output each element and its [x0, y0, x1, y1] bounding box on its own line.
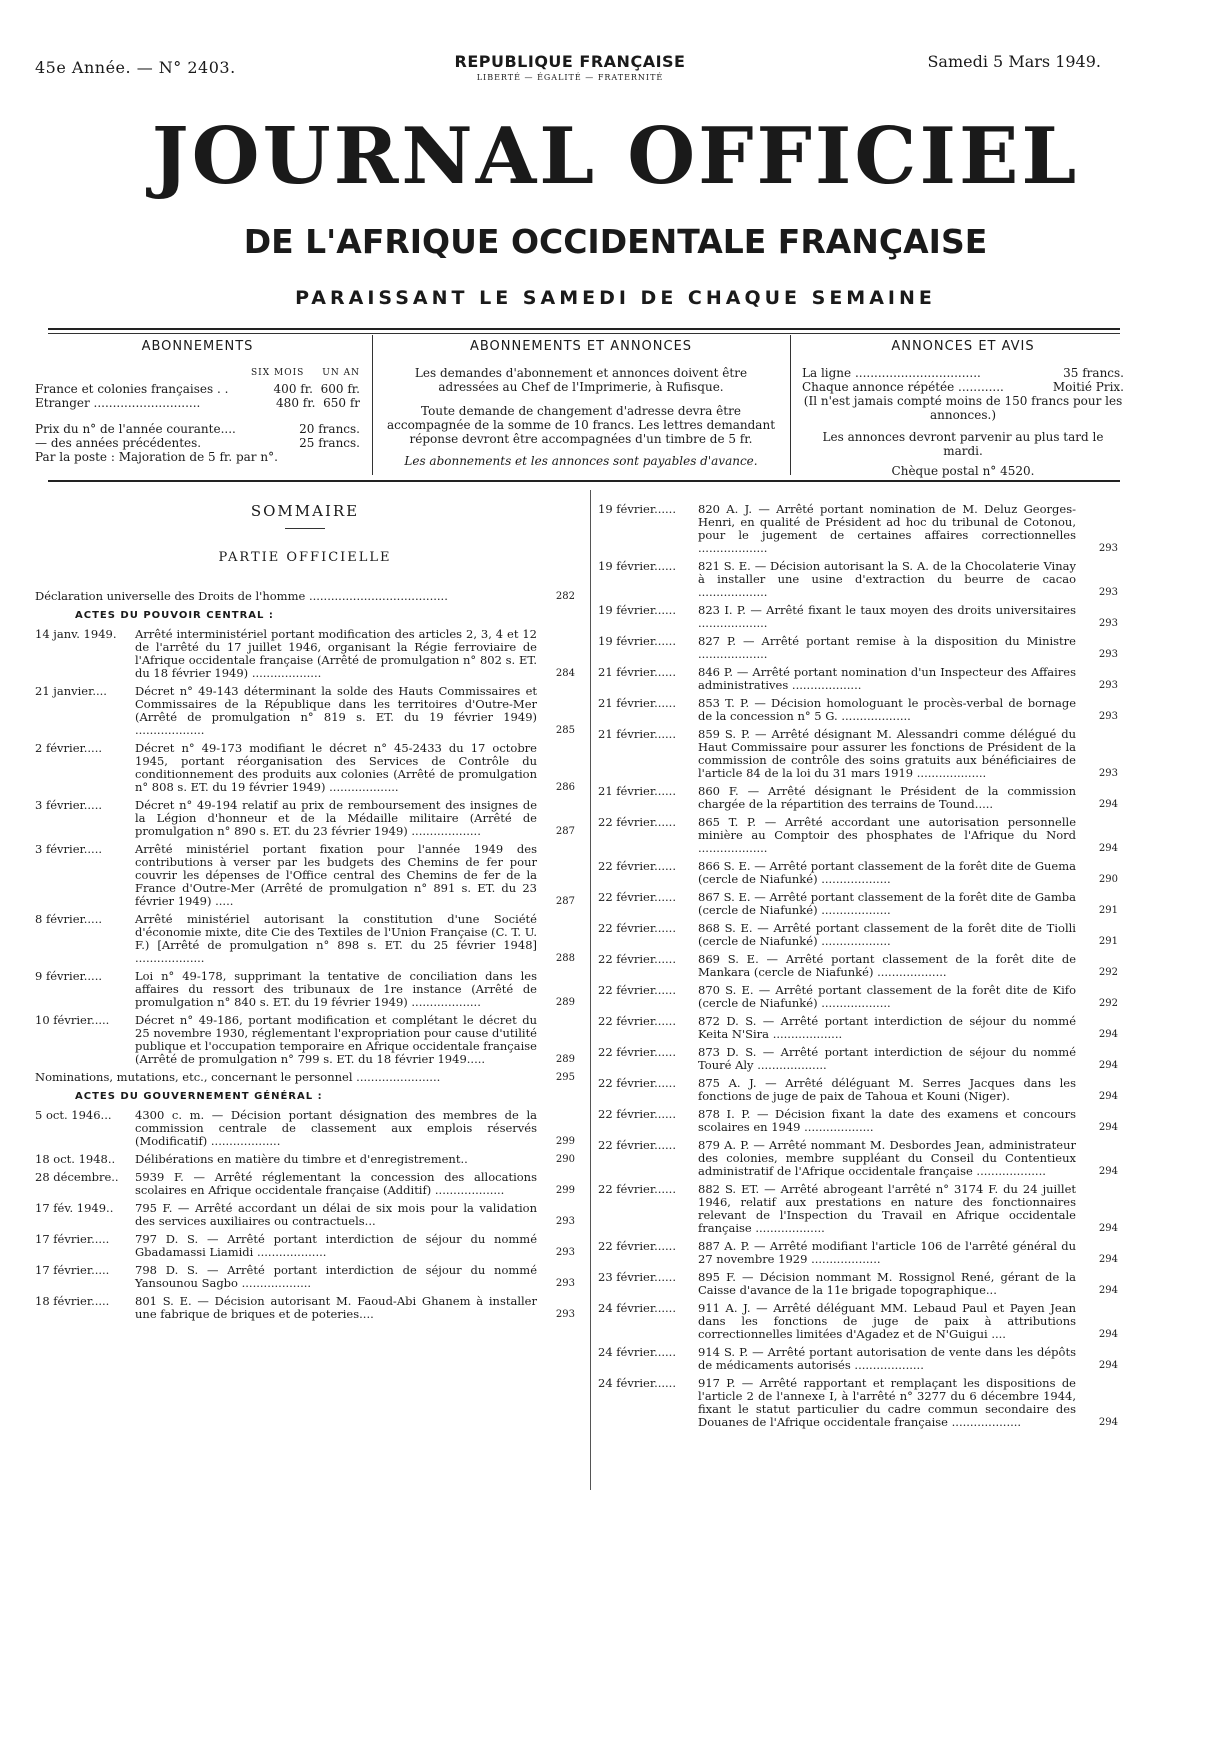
entry-title: 917 P. — Arrêté rapportant et remplaçant les dispositions de l'article 2 de l'annexe I, à l'arrêté n° 3277 du 6 décembre 1944, fixant le statut particulier du cadre commun secondaire des Douanes de l'Afrique occidentale française ...................: [698, 1376, 1076, 1429]
entry-page: 293: [555, 1216, 575, 1227]
toc-entry: [598, 1183, 1118, 1235]
republic-motto: LIBERTÉ — ÉGALITÉ — FRATERNITÉ: [476, 73, 664, 82]
toc-entry: [598, 785, 1118, 811]
entry-date: 22 février......: [598, 859, 676, 873]
issue-date: Samedi 5 Mars 1949.: [927, 52, 1101, 71]
toc-entry: [598, 560, 1118, 599]
rate-etranger-label: Etranger ............................: [35, 396, 201, 410]
toc-entry: [598, 1077, 1118, 1103]
col-six-mois: SIX MOIS: [250, 368, 305, 378]
toc-entry: [598, 1302, 1118, 1341]
entry-page: 291: [1098, 936, 1118, 947]
divider-2: [790, 335, 791, 475]
entry-title: Décret n° 49-186, portant modification et complétant le décret du 25 novembre 1930, réglementant l'expropriation pour cause d'utilité publique et l'occupation temporaire en Afrique occidentale française (Arrêté de promulgation n° 799 s. ET. du 18 février 1949.....: [135, 1013, 537, 1066]
annonces-avis-heading: ANNONCES ET AVIS: [891, 339, 1035, 354]
entry-date: 2 février.....: [35, 741, 103, 755]
entry-page: 293: [1098, 587, 1118, 598]
entry-title: 821 S. E. — Décision autorisant la S. A. de la Chocolaterie Vinay à installer une usine d'extraction du beurre de cacao ...................: [698, 559, 1076, 599]
entry-title: 5939 F. — Arrêté réglementant la concession des allocations scolaires en Afrique occidentale française (Additif) ...................: [135, 1170, 537, 1197]
entry-page: 294: [1098, 1254, 1118, 1265]
toc-entry: [598, 891, 1118, 917]
entry-title: Décret n° 49-143 déterminant la solde des Hauts Commissaires et Commissaires de la République dans les territoires d'Outre-Mer (Arrêté de promulgation n° 819 s. ET. du 19 février 1949) ...................: [135, 684, 537, 737]
toc-entry: [35, 1109, 575, 1148]
entry-page: 287: [555, 896, 575, 907]
entry-title: Arrêté ministériel autorisant la constitution d'une Société d'économie mixte, dite Cie des Textiles de l'Union Française (C. T. U. F.) [Arrêté de promulgation n° 898 s. ET. du 25 février 1948] ...................: [135, 912, 537, 965]
entry-title: 868 S. E. — Arrêté portant classement de la forêt dite de Tiolli (cercle de Niafunké) ...................: [698, 921, 1076, 948]
republic-title: REPUBLIQUE FRANÇAISE: [454, 52, 686, 71]
entry-page: 293: [1098, 680, 1118, 691]
declaration-page: 282: [555, 591, 575, 602]
toc-entry: [35, 1233, 575, 1259]
entry-title: Décret n° 49-173 modifiant le décret n° 45-2433 du 17 octobre 1945, portant réorganisation des Services de Contrôle du conditionnement des produits aux colonies (Arrêté de promulgation n° 808 s. ET. du 19 février 1949) ...................: [135, 741, 537, 794]
toc-entry: [598, 1046, 1118, 1072]
price-current-label: Prix du n° de l'année courante....: [35, 422, 236, 436]
entry-date: 3 février.....: [35, 842, 103, 856]
entry-title: 866 S. E. — Arrêté portant classement de la forêt dite de Guema (cercle de Niafunké) ...................: [698, 859, 1076, 886]
entry-page: 294: [1098, 1122, 1118, 1133]
journal-tagline: PARAISSANT LE SAMEDI DE CHAQUE SEMAINE: [295, 287, 936, 309]
partie-officielle: PARTIE OFFICIELLE: [218, 550, 392, 565]
entry-date: 22 février......: [598, 815, 676, 829]
entry-page: 290: [1098, 874, 1118, 885]
entry-page: 285: [555, 725, 575, 736]
entry-date: 28 décembre..: [35, 1170, 119, 1184]
toc-entry: [35, 970, 575, 1009]
entry-page: 294: [1098, 1029, 1118, 1040]
entry-date: 19 février......: [598, 634, 676, 648]
toc-entry: [35, 843, 575, 908]
entry-title: 859 S. P. — Arrêté désignant M. Alessandri comme délégué du Haut Commissaire pour assurer les fonctions de Président de la commission de contrôle des soins gratuits aux bénéficiaires de l'article 84 de la loi du 31 mars 1919 ...................: [698, 727, 1076, 780]
entry-date: 21 février......: [598, 665, 676, 679]
toc-entry: [35, 1295, 575, 1321]
toc-entry: [598, 697, 1118, 723]
entry-title: 827 P. — Arrêté portant remise à la disposition du Ministre ...................: [698, 634, 1076, 661]
entry-date: 21 janvier....: [35, 684, 107, 698]
entry-page: 291: [1098, 905, 1118, 916]
toc-entry: [598, 728, 1118, 780]
toc-entry: [598, 953, 1118, 979]
entry-date: 19 février......: [598, 603, 676, 617]
entry-date: 5 oct. 1946...: [35, 1108, 112, 1122]
toc-entry: [35, 1014, 575, 1066]
toc-entry: [35, 799, 575, 838]
entry-date: 21 février......: [598, 727, 676, 741]
entry-date: 24 février......: [598, 1301, 676, 1315]
entry-page: 294: [1098, 799, 1118, 810]
entry-page: 289: [555, 1054, 575, 1065]
entry-page: 286: [555, 782, 575, 793]
entry-page: 293: [1098, 649, 1118, 660]
ligne-price: 35 francs.: [1063, 366, 1124, 380]
annonces-payable: Les abonnements et les annonces sont payables d'avance.: [404, 454, 758, 468]
entry-title: 914 S. P. — Arrêté portant autorisation de vente dans les dépôts de médicaments autorisés ...................: [698, 1345, 1076, 1372]
entry-page: 294: [1098, 1329, 1118, 1340]
entry-page: 293: [1098, 711, 1118, 722]
sommaire-left-column: [35, 502, 575, 1326]
entry-title: 798 D. S. — Arrêté portant interdiction de séjour du nommé Yansounou Sagbo ...................: [135, 1263, 537, 1290]
entry-page: 294: [1098, 1223, 1118, 1234]
entry-date: 19 février......: [598, 559, 676, 573]
entry-page: 294: [1098, 1360, 1118, 1371]
entry-date: 21 février......: [598, 784, 676, 798]
toc-entry: [35, 628, 575, 680]
column-divider: [590, 490, 591, 1490]
annonces-avis-box: [802, 340, 1124, 478]
right-entries-list: [598, 503, 1118, 1429]
entry-date: 22 février......: [598, 1014, 676, 1028]
divider-1: [372, 335, 373, 475]
entry-title: 4300 c. m. — Décision portant désignation des membres de la commission centrale de classement aux emplois réservés (Modificatif) ...................: [135, 1108, 537, 1148]
entry-title: 882 S. ET. — Arrêté abrogeant l'arrêté n° 3174 F. du 24 juillet 1946, relatif aux prestations en nature des fonctionnaires relevant de l'Inspection du Travail en Afrique occidentale française ...................: [698, 1182, 1076, 1235]
entry-title: Décret n° 49-194 relatif au prix de remboursement des insignes de la Légion d'honneur et de la Médaille militaire (Arrêté de promulgation n° 890 s. ET. du 23 février 1949) ...................: [135, 798, 537, 838]
entry-title: 846 P. — Arrêté portant nomination d'un Inspecteur des Affaires administratives ...................: [698, 665, 1076, 692]
toc-entry: [598, 816, 1118, 855]
entry-title: 795 F. — Arrêté accordant un délai de six mois pour la validation des services auxiliaires ou contractuels...: [135, 1201, 537, 1228]
entry-page: 294: [1098, 843, 1118, 854]
declaration-text: Déclaration universelle des Droits de l'homme ......................................: [35, 589, 448, 603]
toc-entry: [598, 1139, 1118, 1178]
toc-entry: [598, 503, 1118, 555]
toc-entry: [35, 742, 575, 794]
toc-entry: [35, 1171, 575, 1197]
rate-etranger-an: 650 fr: [323, 396, 360, 410]
entry-title: 875 A. J. — Arrêté déléguant M. Serres Jacques dans les fonctions de juge de paix de Tahoua et Kouni (Niger).: [698, 1076, 1076, 1103]
entry-date: 22 février......: [598, 1182, 676, 1196]
toc-entry: [35, 1202, 575, 1228]
entry-title: Arrêté ministériel portant fixation pour l'année 1949 des contributions à verser par les budgets des Chemins de fer pour couvrir les dépenses de l'Office central des Chemins de fer de la France d'Outre-Mer (Arrêté de promulgation n° 891 s. ET. du 23 février 1949) .....: [135, 842, 537, 908]
entry-page: 288: [555, 953, 575, 964]
entry-page: 293: [555, 1278, 575, 1289]
toc-entry: [598, 1377, 1118, 1429]
entry-title: 911 A. J. — Arrêté déléguant MM. Lebaud Paul et Payen Jean dans les fonctions de juge de paix à attributions correctionnelles limitées d'Agadez et de N'Guigui ....: [698, 1301, 1076, 1341]
entry-page: 293: [1098, 618, 1118, 629]
entry-date: 17 février.....: [35, 1232, 110, 1246]
entry-page: 294: [1098, 1060, 1118, 1071]
entry-page: 294: [1098, 1091, 1118, 1102]
toc-entry: [598, 1240, 1118, 1266]
entry-date: 10 février.....: [35, 1013, 110, 1027]
entry-page: 294: [1098, 1285, 1118, 1296]
rate-france-six: 400 fr.: [273, 382, 313, 396]
repeat-label: Chaque annonce répétée ............: [802, 380, 1004, 394]
entry-page: 284: [555, 668, 575, 679]
entry-date: 22 février......: [598, 890, 676, 904]
entry-page: 292: [1098, 967, 1118, 978]
toc-entry: [598, 922, 1118, 948]
entry-date: 14 janv. 1949.: [35, 627, 117, 641]
toc-entry: [598, 666, 1118, 692]
entry-title: 860 F. — Arrêté désignant le Président de la commission chargée de la répartition des terrains de Tound.....: [698, 784, 1076, 811]
entry-date: 22 février......: [598, 1076, 676, 1090]
entry-date: 17 fév. 1949..: [35, 1201, 114, 1215]
top-rule: [48, 328, 1120, 330]
entry-title: 801 S. E. — Décision autorisant M. Faoud-Abi Ghanem à installer une fabrique de briques et de poteries....: [135, 1294, 537, 1321]
toc-entry: [35, 1264, 575, 1290]
postal-surcharge: Par la poste : Majoration de 5 fr. par n°.: [35, 450, 278, 464]
entry-page: 299: [555, 1136, 575, 1147]
price-previous-label: — des années précédentes.: [35, 436, 202, 450]
abonnements-annonces-box: [383, 340, 779, 468]
entry-page: 293: [1098, 543, 1118, 554]
entry-title: 865 T. P. — Arrêté accordant une autorisation personnelle minière au Comptoir des phosphates de l'Afrique du Nord ...................: [698, 815, 1076, 855]
entry-date: 23 février......: [598, 1270, 676, 1284]
entry-title: 879 A. P. — Arrêté nommant M. Desbordes Jean, administrateur des colonies, membre suppléant du Conseil du Contentieux administratif de l'Afrique occidentale française ...................: [698, 1138, 1076, 1178]
toc-entry: [598, 984, 1118, 1010]
journal-title: JOURNAL OFFICIEL: [151, 111, 1080, 202]
price-previous: 25 francs.: [299, 436, 360, 450]
toc-entry: [35, 685, 575, 737]
entry-title: Délibérations en matière du timbre et d'enregistrement..: [135, 1152, 468, 1166]
entry-page: 293: [555, 1247, 575, 1258]
rate-france-an: 600 fr.: [320, 382, 360, 396]
sommaire-right-column: [598, 503, 1118, 1434]
toc-entry: [598, 604, 1118, 630]
toc-entry: [598, 1346, 1118, 1372]
entry-title: 797 D. S. — Arrêté portant interdiction de séjour du nommé Gbadamassi Liamidi ...................: [135, 1232, 537, 1259]
entry-date: 9 février.....: [35, 969, 103, 983]
abonnements-box: [35, 340, 360, 464]
toc-entry: [35, 913, 575, 965]
entry-date: 19 février......: [598, 502, 676, 516]
ligne-label: La ligne .................................: [802, 366, 981, 380]
declaration-entry: [35, 590, 575, 603]
republic-block: [420, 52, 720, 82]
entry-date: 18 oct. 1948..: [35, 1152, 116, 1166]
toc-entry: [598, 860, 1118, 886]
toc-entry: [35, 1153, 575, 1166]
entry-title: 870 S. E. — Arrêté portant classement de la forêt dite de Kifo (cercle de Niafunké) ...................: [698, 983, 1076, 1010]
nominations-page: 295: [555, 1072, 575, 1083]
entry-title: 853 T. P. — Décision homologuant le procès-verbal de bornage de la concession n° 5 G. ...................: [698, 696, 1076, 723]
section-gouvernement-general: ACTES DU GOUVERNEMENT GÉNÉRAL :: [75, 1091, 323, 1102]
entry-page: 293: [555, 1309, 575, 1320]
entry-date: 24 février......: [598, 1345, 676, 1359]
nominations-text: Nominations, mutations, etc., concernant le personnel .......................: [35, 1070, 441, 1084]
entry-date: 22 février......: [598, 921, 676, 935]
entry-date: 3 février.....: [35, 798, 103, 812]
entry-date: 22 février......: [598, 983, 676, 997]
pouvoir-central-list: [35, 628, 575, 1066]
minimum-note: (Il n'est jamais compté moins de 150 francs pour les annonces.): [803, 394, 1123, 422]
entry-page: 287: [555, 826, 575, 837]
entry-page: 292: [1098, 998, 1118, 1009]
entry-date: 22 février......: [598, 952, 676, 966]
entry-date: 8 février.....: [35, 912, 103, 926]
rate-france-label: France et colonies françaises . .: [35, 382, 229, 396]
entry-date: 22 février......: [598, 1107, 676, 1121]
journal-subtitle: DE L'AFRIQUE OCCIDENTALE FRANÇAISE: [243, 222, 988, 261]
issue-number: 45e Année. — N° 2403.: [35, 58, 236, 77]
nominations-entry: [35, 1071, 575, 1084]
abonnements-heading: ABONNEMENTS: [141, 339, 254, 354]
toc-entry: [598, 1108, 1118, 1134]
entry-date: 21 février......: [598, 696, 676, 710]
entry-page: 299: [555, 1185, 575, 1196]
deadline-note: Les annonces devront parvenir au plus tard le mardi.: [822, 430, 1104, 458]
entry-title: 895 F. — Décision nommant M. Rossignol René, gérant de la Caisse d'avance de la 11e brigade topographique...: [698, 1270, 1076, 1297]
entry-title: 820 A. J. — Arrêté portant nomination de M. Deluz Georges-Henri, en qualité de Président ad hoc du tribunal de Cotonou, pour le jugement de certaines affaires correctionnelles ...................: [698, 502, 1076, 555]
entry-date: 17 février.....: [35, 1263, 110, 1277]
toc-entry: [598, 1015, 1118, 1041]
gouvernement-general-list: [35, 1109, 575, 1321]
entry-date: 22 février......: [598, 1239, 676, 1253]
top-rule-thin: [48, 333, 1120, 334]
entry-title: 887 A. P. — Arrêté modifiant l'article 106 de l'arrêté général du 27 novembre 1929 ...................: [698, 1239, 1076, 1266]
entry-title: 872 D. S. — Arrêté portant interdiction de séjour du nommé Keita N'Sira ...................: [698, 1014, 1076, 1041]
entry-title: 878 I. P. — Décision fixant la date des examens et concours scolaires en 1949 ...................: [698, 1107, 1076, 1134]
entry-page: 294: [1098, 1166, 1118, 1177]
entry-title: 869 S. E. — Arrêté portant classement de la forêt dite de Mankara (cercle de Niafunké) ...................: [698, 952, 1076, 979]
toc-entry: [598, 1271, 1118, 1297]
entry-date: 24 février......: [598, 1376, 676, 1390]
annonces-address: Les demandes d'abonnement et annonces doivent être adressées au Chef de l'Imprimerie, à Rufisque.: [414, 366, 748, 394]
entry-date: 22 février......: [598, 1138, 676, 1152]
abonnements-annonces-heading: ABONNEMENTS ET ANNONCES: [469, 339, 693, 354]
entry-title: 873 D. S. — Arrêté portant interdiction de séjour du nommé Touré Aly ...................: [698, 1045, 1076, 1072]
sommaire-title: SOMMAIRE: [250, 502, 360, 520]
col-un-an: UN AN: [322, 368, 360, 378]
entry-title: 867 S. E. — Arrêté portant classement de la forêt dite de Gamba (cercle de Niafunké) ...................: [698, 890, 1076, 917]
entry-page: 294: [1098, 1417, 1118, 1428]
entry-title: 823 I. P. — Arrêté fixant le taux moyen des droits universitaires ...................: [698, 603, 1076, 630]
entry-page: 293: [1098, 768, 1118, 779]
entry-date: 22 février......: [598, 1045, 676, 1059]
entry-page: 289: [555, 997, 575, 1008]
entry-title: Arrêté interministériel portant modification des articles 2, 3, 4 et 12 de l'arrêté du 17 juillet 1946, organisant la Régie ferroviaire de l'Afrique occidentale française (Arrêté de promulgation n° 802 s. ET. du 18 février 1949) ...................: [135, 627, 537, 680]
entry-title: Loi n° 49-178, supprimant la tentative de conciliation dans les affaires du ressort des tribunaux de 1re instance (Arrêté de promulgation n° 840 s. ET. du 19 février 1949) ...................: [135, 969, 537, 1009]
section-pouvoir-central: ACTES DU POUVOIR CENTRAL :: [75, 610, 274, 621]
box-rule: [48, 480, 1120, 482]
toc-entry: [598, 635, 1118, 661]
entry-page: 290: [555, 1154, 575, 1165]
cheque-postal: Chèque postal n° 4520.: [891, 464, 1035, 478]
entry-date: 18 février.....: [35, 1294, 110, 1308]
repeat-price: Moitié Prix.: [1052, 380, 1124, 394]
price-current: 20 francs.: [299, 422, 360, 436]
annonces-change-address: Toute demande de changement d'adresse devra être accompagnée de la somme de 10 francs. Les lettres demandant réponse devront être accompagnées d'un timbre de 5 fr.: [386, 404, 776, 446]
rate-etranger-six: 480 fr.: [276, 396, 316, 410]
